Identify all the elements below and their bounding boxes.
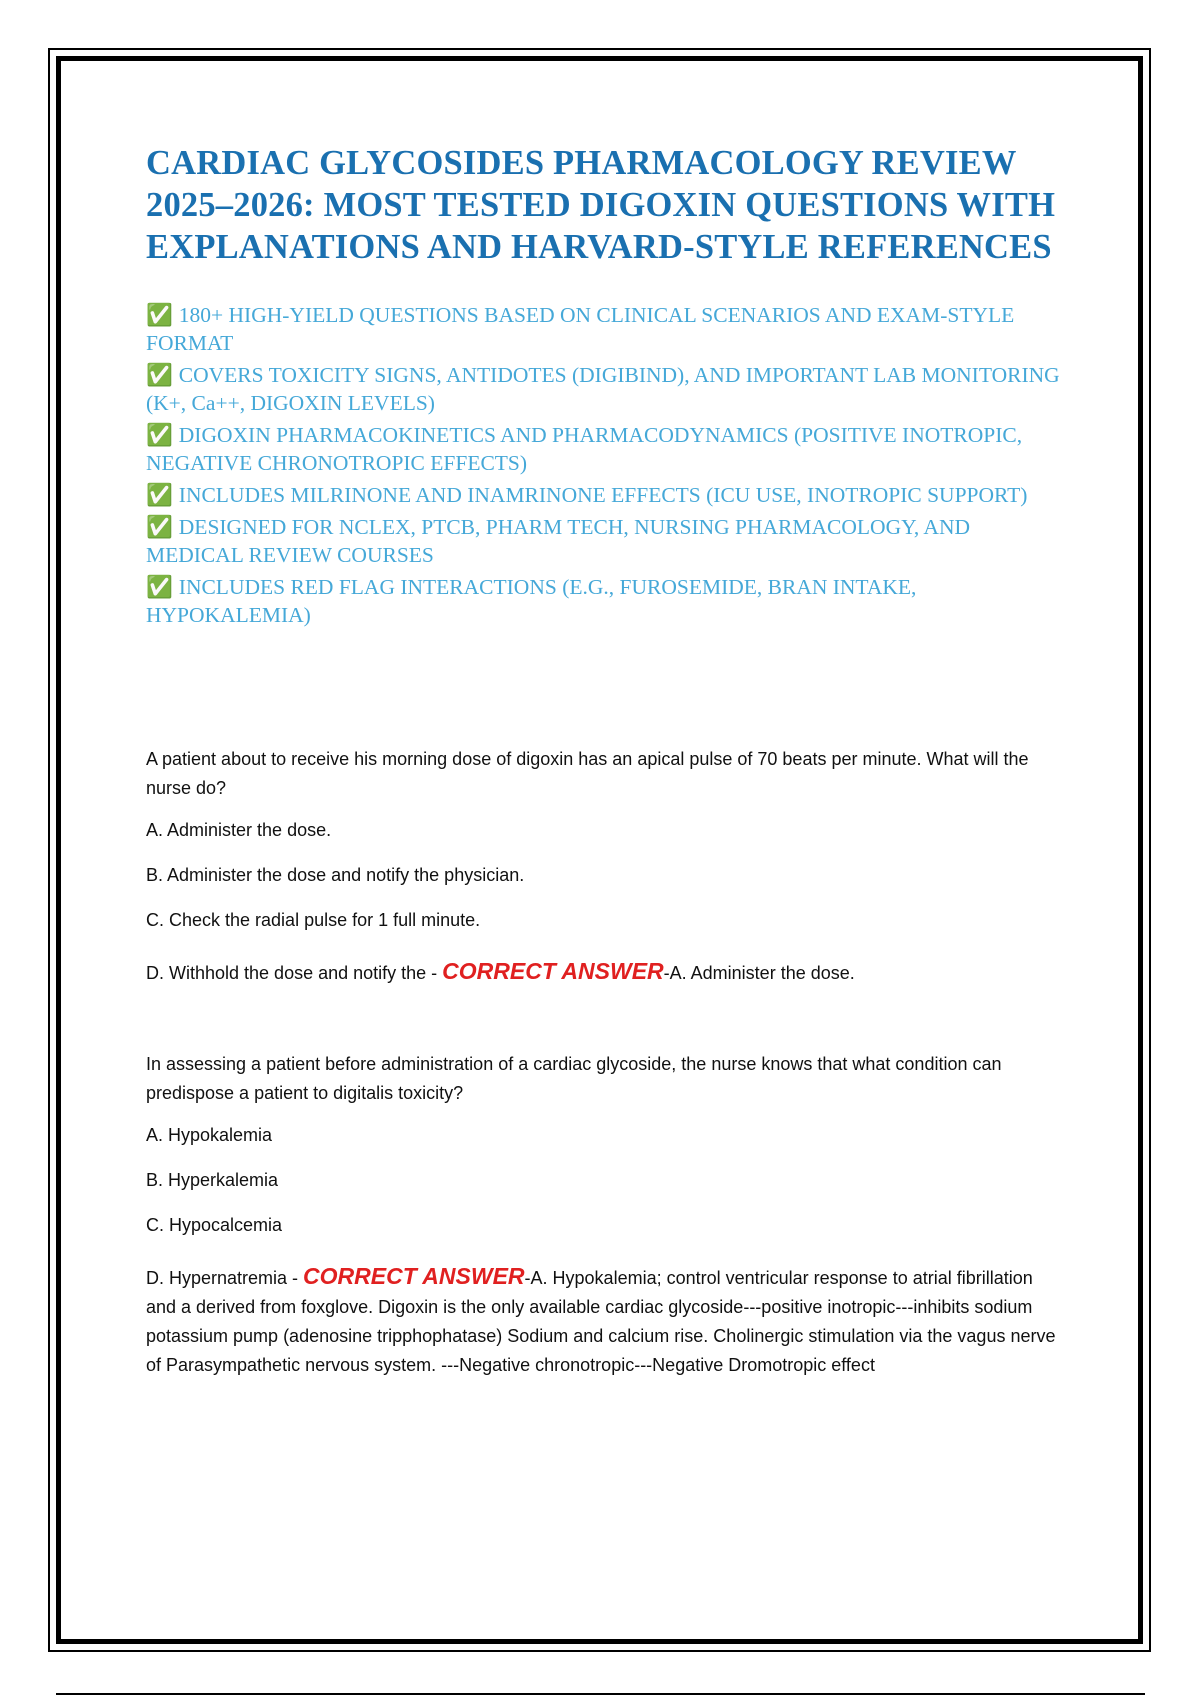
correct-answer-label: CORRECT ANSWER: [303, 1263, 525, 1289]
check-mark-icon: ✅: [146, 423, 173, 447]
question-block: [146, 745, 1066, 988]
check-mark-icon: ✅: [146, 363, 173, 387]
answer-explanation: -A. Administer the dose.: [663, 963, 855, 983]
answer-option: C. Check the radial pulse for 1 full minute.: [146, 910, 481, 930]
answer-option: B. Hyperkalemia: [146, 1170, 279, 1190]
feature-item: [146, 513, 1066, 569]
feature-text: INCLUDES MILRINONE AND INAMRINONE EFFECTS (ICU USE, INOTROPIC SUPPORT): [178, 483, 1028, 507]
answer-option: A. Administer the dose.: [146, 820, 332, 840]
feature-text: DIGOXIN PHARMACOKINETICS AND PHARMACODYNAMICS (POSITIVE INOTROPIC, NEGATIVE CHRONOTROPIC EFFECTS): [146, 423, 1023, 475]
feature-text: DESIGNED FOR NCLEX, PTCB, PHARM TECH, NURSING PHARMACOLOGY, AND MEDICAL REVIEW COURSES: [146, 515, 970, 567]
feature-item: [146, 573, 1066, 629]
document-title: CARDIAC GLYCOSIDES PHARMACOLOGY REVIEW 2025–2026: MOST TESTED DIGOXIN QUESTIONS WITH EXPLANATIONS AND HARVARD-STYLE REFERENCES: [146, 144, 1056, 266]
check-mark-icon: ✅: [146, 483, 173, 507]
feature-item: [146, 301, 1066, 357]
answer-option-prefix: D. Withhold the dose and notify the -: [146, 963, 443, 983]
answer-option: B. Administer the dose and notify the physician.: [146, 865, 525, 885]
answer-option: C. Hypocalcemia: [146, 1215, 283, 1235]
answer-option-with-answer: [146, 1262, 1066, 1380]
feature-text: COVERS TOXICITY SIGNS, ANTIDOTES (DIGIBIND), AND IMPORTANT LAB MONITORING (K+, Ca++, DIGOXIN LEVELS): [146, 363, 1060, 415]
question-text: In assessing a patient before administration of a cardiac glycoside, the nurse knows that what condition can predispose a patient to digitalis toxicity?: [146, 1054, 1002, 1103]
answer-option: A. Hypokalemia: [146, 1125, 273, 1145]
document-body: [146, 142, 1066, 1396]
feature-item: [146, 421, 1066, 477]
answer-option-with-answer: [146, 957, 1066, 988]
feature-item: [146, 361, 1066, 417]
feature-list: [146, 301, 1066, 629]
question-block: [146, 1050, 1066, 1380]
question-text: A patient about to receive his morning dose of digoxin has an apical pulse of 70 beats per minute. What will the nurse do?: [146, 749, 1029, 798]
answer-option-prefix: D. Hypernatremia -: [146, 1268, 304, 1288]
feature-item: [146, 481, 1066, 509]
correct-answer-label: CORRECT ANSWER: [442, 958, 664, 984]
feature-text: 180+ HIGH-YIELD QUESTIONS BASED ON CLINICAL SCENARIOS AND EXAM-STYLE FORMAT: [146, 303, 1015, 355]
check-mark-icon: ✅: [146, 515, 173, 539]
footer-rule: [56, 1693, 1145, 1695]
answer-explanation: -A. Hypokalemia; control ventricular response to atrial fibrillation and a derived from foxglove. Digoxin is the only available cardiac glycoside---positive inotropic---inhibits sodium potassium pump (adenosine tripphophatase) Sodium and calcium rise. Cholinergic stimulation via the vagus nerve of Parasympathetic nervous system. ---Negative chronotropic---Negative Dromotropic effect: [146, 1268, 1056, 1375]
check-mark-icon: ✅: [146, 575, 173, 599]
check-mark-icon: ✅: [146, 303, 173, 327]
feature-text: INCLUDES RED FLAG INTERACTIONS (E.G., FUROSEMIDE, BRAN INTAKE, HYPOKALEMIA): [146, 575, 917, 627]
